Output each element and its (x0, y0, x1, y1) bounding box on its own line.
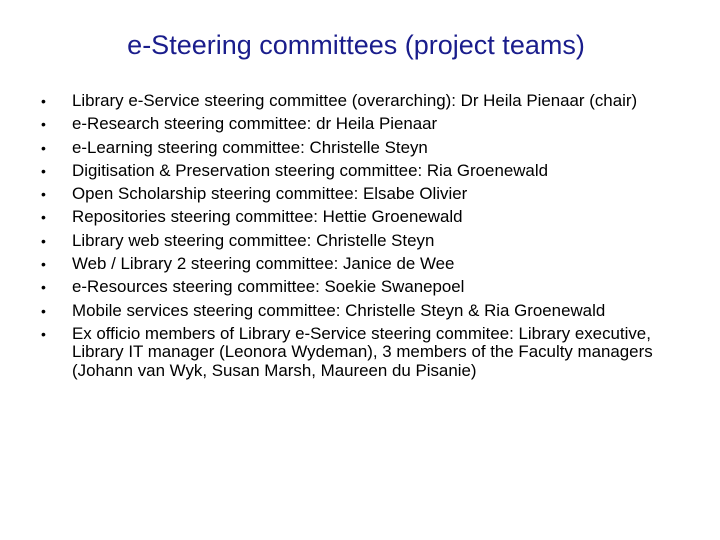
bullet-text: Repositories steering committee: Hettie Groenewald (72, 207, 463, 227)
bullet-text: e-Learning steering committee: Christelle Steyn (72, 137, 428, 157)
bullet-icon: • (41, 232, 46, 249)
bullet-text: Ex officio members of Library e-Service steering commitee: Library executive, Library IT manager (Leonora Wydeman), 3 members of the Faculty managers (Johann van Wyk, Susan Marsh, Maureen du Pisanie) (72, 323, 653, 380)
bullet-item (36, 325, 688, 381)
bullet-icon: • (41, 186, 46, 203)
bullet-item (36, 255, 688, 274)
bullet-icon: • (41, 162, 46, 179)
bullet-item (36, 139, 688, 158)
bullet-icon: • (41, 279, 46, 296)
bullet-text: e-Resources steering committee: Soekie Swanepoel (72, 277, 465, 297)
bullet-item (36, 162, 688, 181)
bullet-text: Digitisation & Preservation steering committee: Ria Groenewald (72, 160, 548, 180)
bullet-text: Open Scholarship steering committee: Elsabe Olivier (72, 184, 468, 204)
slide-title: e-Steering committees (project teams) (127, 30, 585, 60)
bullet-item (36, 232, 688, 251)
bullet-icon: • (41, 116, 46, 133)
bullet-text: Library e-Service steering committee (overarching): Dr Heila Pienaar (chair) (72, 91, 638, 110)
bullet-item (36, 92, 688, 111)
bullet-text: Library web steering committee: Christelle Steyn (72, 230, 435, 250)
bullet-icon: • (41, 302, 46, 319)
bullet-text: Web / Library 2 steering committee: Janice de Wee (72, 254, 455, 274)
bullet-icon: • (41, 209, 46, 226)
bullet-item (36, 185, 688, 204)
bullet-icon: • (41, 93, 46, 109)
bullet-item (36, 208, 688, 227)
bullet-icon: • (41, 256, 46, 273)
bullet-list (36, 92, 688, 385)
bullet-text: e-Research steering committee: dr Heila Pienaar (72, 114, 438, 134)
bullet-icon: • (41, 325, 46, 342)
bullet-item (36, 115, 688, 134)
bullet-item (36, 278, 688, 297)
bullet-item (36, 302, 688, 321)
bullet-text: Mobile services steering committee: Christelle Steyn & Ria Groenewald (72, 300, 606, 320)
bullet-icon: • (41, 139, 46, 156)
